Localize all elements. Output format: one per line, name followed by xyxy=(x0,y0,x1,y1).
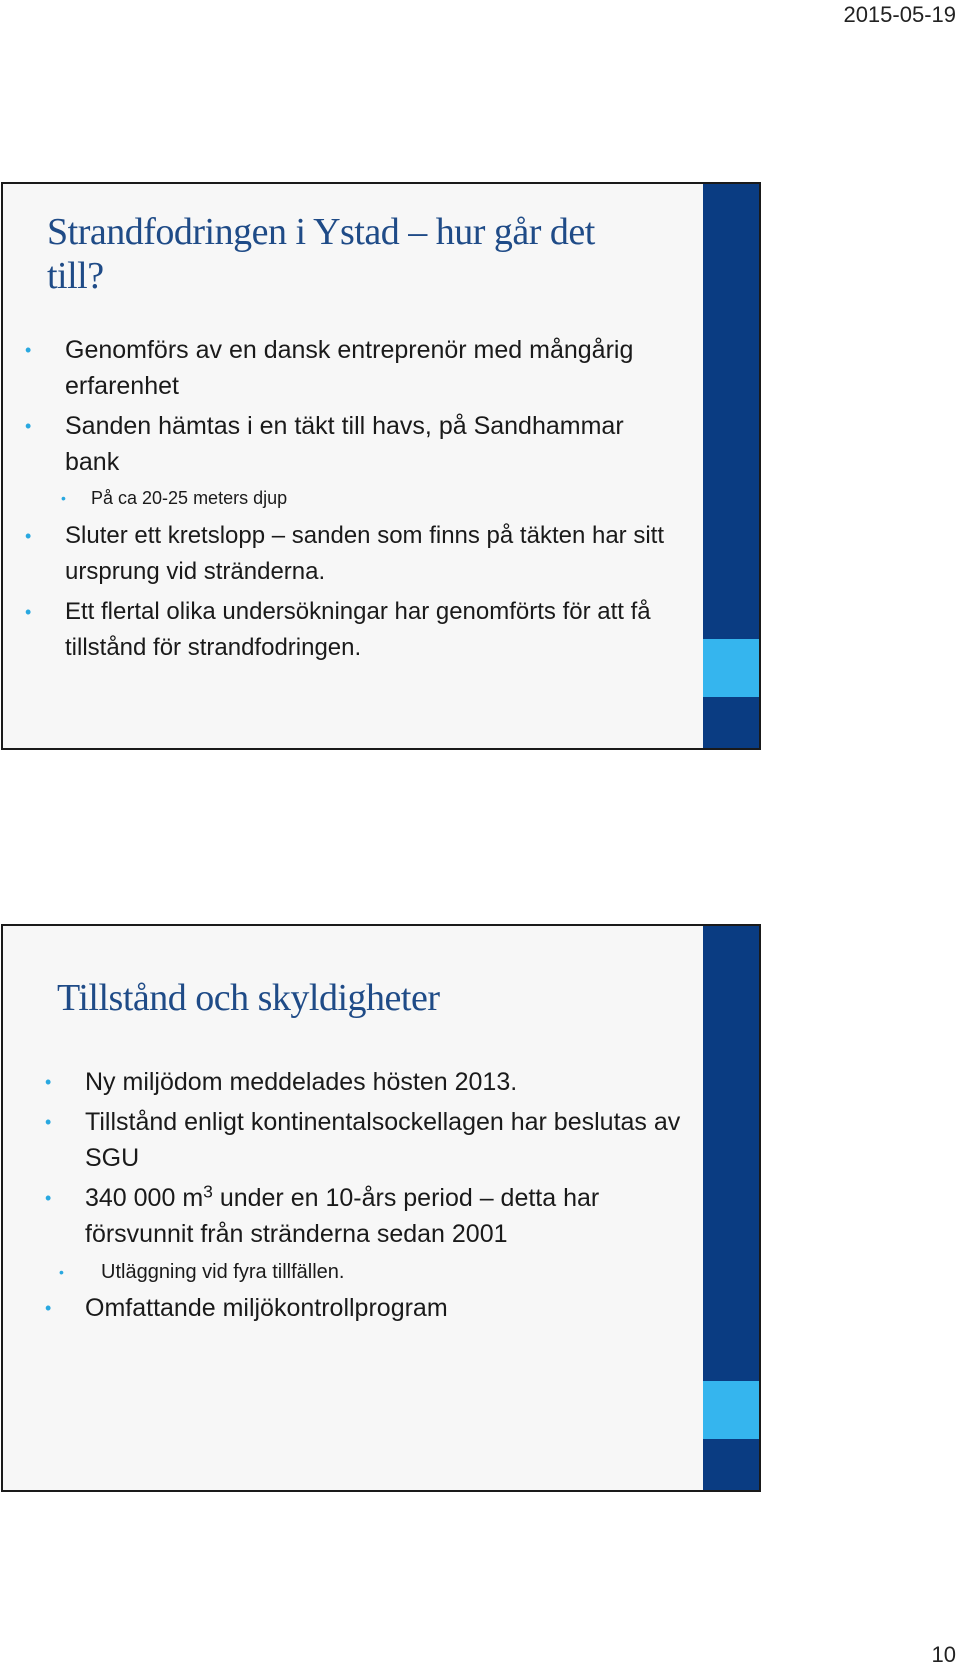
bullet-text: Sanden hämtas i en täkt till havs, på Sandhammar bank xyxy=(65,412,624,476)
bullet-text: På ca 20-25 meters djup xyxy=(91,488,288,508)
bullet-icon: • xyxy=(25,340,32,360)
bullet-text-rest: under en 10-års period – detta har försvunnit från stränderna sedan 2001 xyxy=(85,1184,600,1248)
bullet-text xyxy=(85,1181,600,1248)
bullet-text: Omfattande miljökontrollprogram xyxy=(85,1294,448,1322)
list-item xyxy=(45,1180,685,1252)
bullet-icon: • xyxy=(45,1112,52,1132)
sub-list-item xyxy=(25,484,675,512)
slide-title: Strandfodringen i Ystad – hur går det till? xyxy=(47,211,595,297)
bullet-text: Ett flertal olika undersökningar har genomförts för att få tillstånd för strandfodringen. xyxy=(65,598,651,661)
superscript: 3 xyxy=(203,1181,213,1202)
bullet-text: Genomförs av en dansk entreprenör med mångårig erfarenhet xyxy=(65,336,634,400)
sub-list-item xyxy=(45,1256,685,1288)
bullet-icon: • xyxy=(25,526,32,546)
slide-title: Tillstånd och skyldigheter xyxy=(57,977,440,1019)
bullet-icon: • xyxy=(25,602,32,622)
page-date: 2015-05-19 xyxy=(843,2,956,27)
bullet-list xyxy=(45,1064,685,1330)
slide-1 xyxy=(1,182,761,750)
page-number: 10 xyxy=(931,1642,956,1667)
bullet-icon: • xyxy=(45,1072,52,1092)
bullet-text: Utläggning vid fyra tillfällen. xyxy=(101,1261,345,1283)
bullet-icon: • xyxy=(45,1188,52,1208)
list-item xyxy=(25,518,675,590)
list-item xyxy=(45,1290,685,1326)
list-item xyxy=(25,594,675,666)
slide-accent-block xyxy=(703,639,759,697)
bullet-icon: • xyxy=(25,416,32,436)
bullet-icon: • xyxy=(61,490,66,506)
list-item xyxy=(45,1064,685,1100)
list-item xyxy=(45,1104,685,1176)
list-item xyxy=(25,332,675,404)
bullet-list xyxy=(25,332,675,670)
slide-2 xyxy=(1,924,761,1492)
list-item xyxy=(25,408,675,480)
bullet-text: Tillstånd enligt kontinentalsockellagen har beslutas av SGU xyxy=(85,1108,681,1172)
slide-accent-block xyxy=(703,1381,759,1439)
bullet-text-volume: 340 000 m xyxy=(85,1184,204,1212)
bullet-icon: • xyxy=(45,1298,52,1318)
bullet-text: Ny miljödom meddelades hösten 2013. xyxy=(85,1068,518,1096)
bullet-text: Sluter ett kretslopp – sanden som finns på täkten har sitt ursprung vid stränderna. xyxy=(65,522,664,585)
bullet-icon: • xyxy=(59,1264,64,1280)
